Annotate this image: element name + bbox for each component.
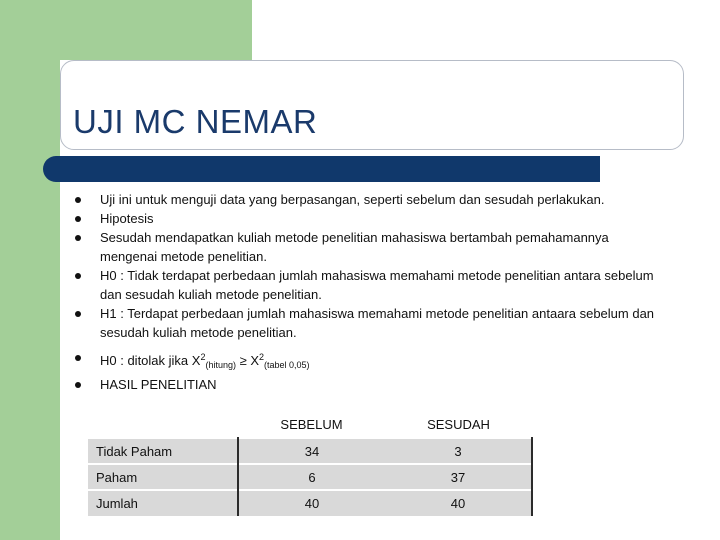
criterion-sup-1: 2 [200,352,206,362]
bullet-dot-icon [75,235,81,241]
bullet-dot-icon [75,273,81,279]
slide-title: UJI MC NEMAR [73,103,318,140]
bullet-text: Uji ini untuk menguji data yang berpasangan, seperti sebelum dan sesudah perlakukan. [100,192,605,207]
list-item [72,190,662,209]
criterion-sub-1: (hitung) [205,360,236,370]
bullet-text: H0 : Tidak terdapat perbedaan jumlah mahasiswa memahami metode penelitian antara sebelum dan sesudah kuliah metode penelitian. [100,268,654,302]
list-item [72,209,662,228]
cell-value: 37 [385,464,532,490]
title-underline-bar [60,156,600,182]
criterion-operator: ≥ X [235,353,259,368]
table-row [88,438,532,464]
results-heading: HASIL PENELITIAN [100,377,217,392]
bullet-text: Sesudah mendapatkan kuliah metode penelitian mahasiswa bertambah pemahamannya mengenai metode penelitian. [100,230,609,264]
list-item [72,375,662,394]
bullet-text: H1 : Terdapat perbedaan jumlah mahasiswa memahami metode penelitian antaara sebelum dan sesudah kuliah metode penelitian. [100,306,655,340]
cell-value: 6 [238,464,385,490]
bullet-list [72,190,662,394]
criterion-prefix: H0 : ditolak jika X [100,353,201,368]
column-header-sebelum: SEBELUM [238,412,385,438]
criterion-sup-2: 2 [259,352,265,362]
list-item-criterion [72,348,662,375]
bullet-dot-icon [75,382,81,388]
cell-value: 40 [385,490,532,516]
cell-value: 3 [385,438,532,464]
row-label: Paham [88,464,238,490]
bullet-dot-icon [75,355,81,361]
cell-value: 40 [238,490,385,516]
column-header-sesudah: SESUDAH [385,412,532,438]
row-label: Tidak Paham [88,438,238,464]
results-table [88,412,533,516]
criterion-sub-2: (tabel 0,05) [264,360,310,370]
row-label: Jumlah [88,490,238,516]
cell-value: 34 [238,438,385,464]
list-item [72,266,662,304]
list-item [72,304,662,342]
bullet-dot-icon [75,311,81,317]
list-item [72,228,662,266]
bullet-text: Hipotesis [100,211,154,226]
table-row [88,464,532,490]
table-header-row [88,412,532,438]
bullet-dot-icon [75,197,81,203]
bullet-dot-icon [75,216,81,222]
table-corner-cell [88,412,238,438]
table-row [88,490,532,516]
